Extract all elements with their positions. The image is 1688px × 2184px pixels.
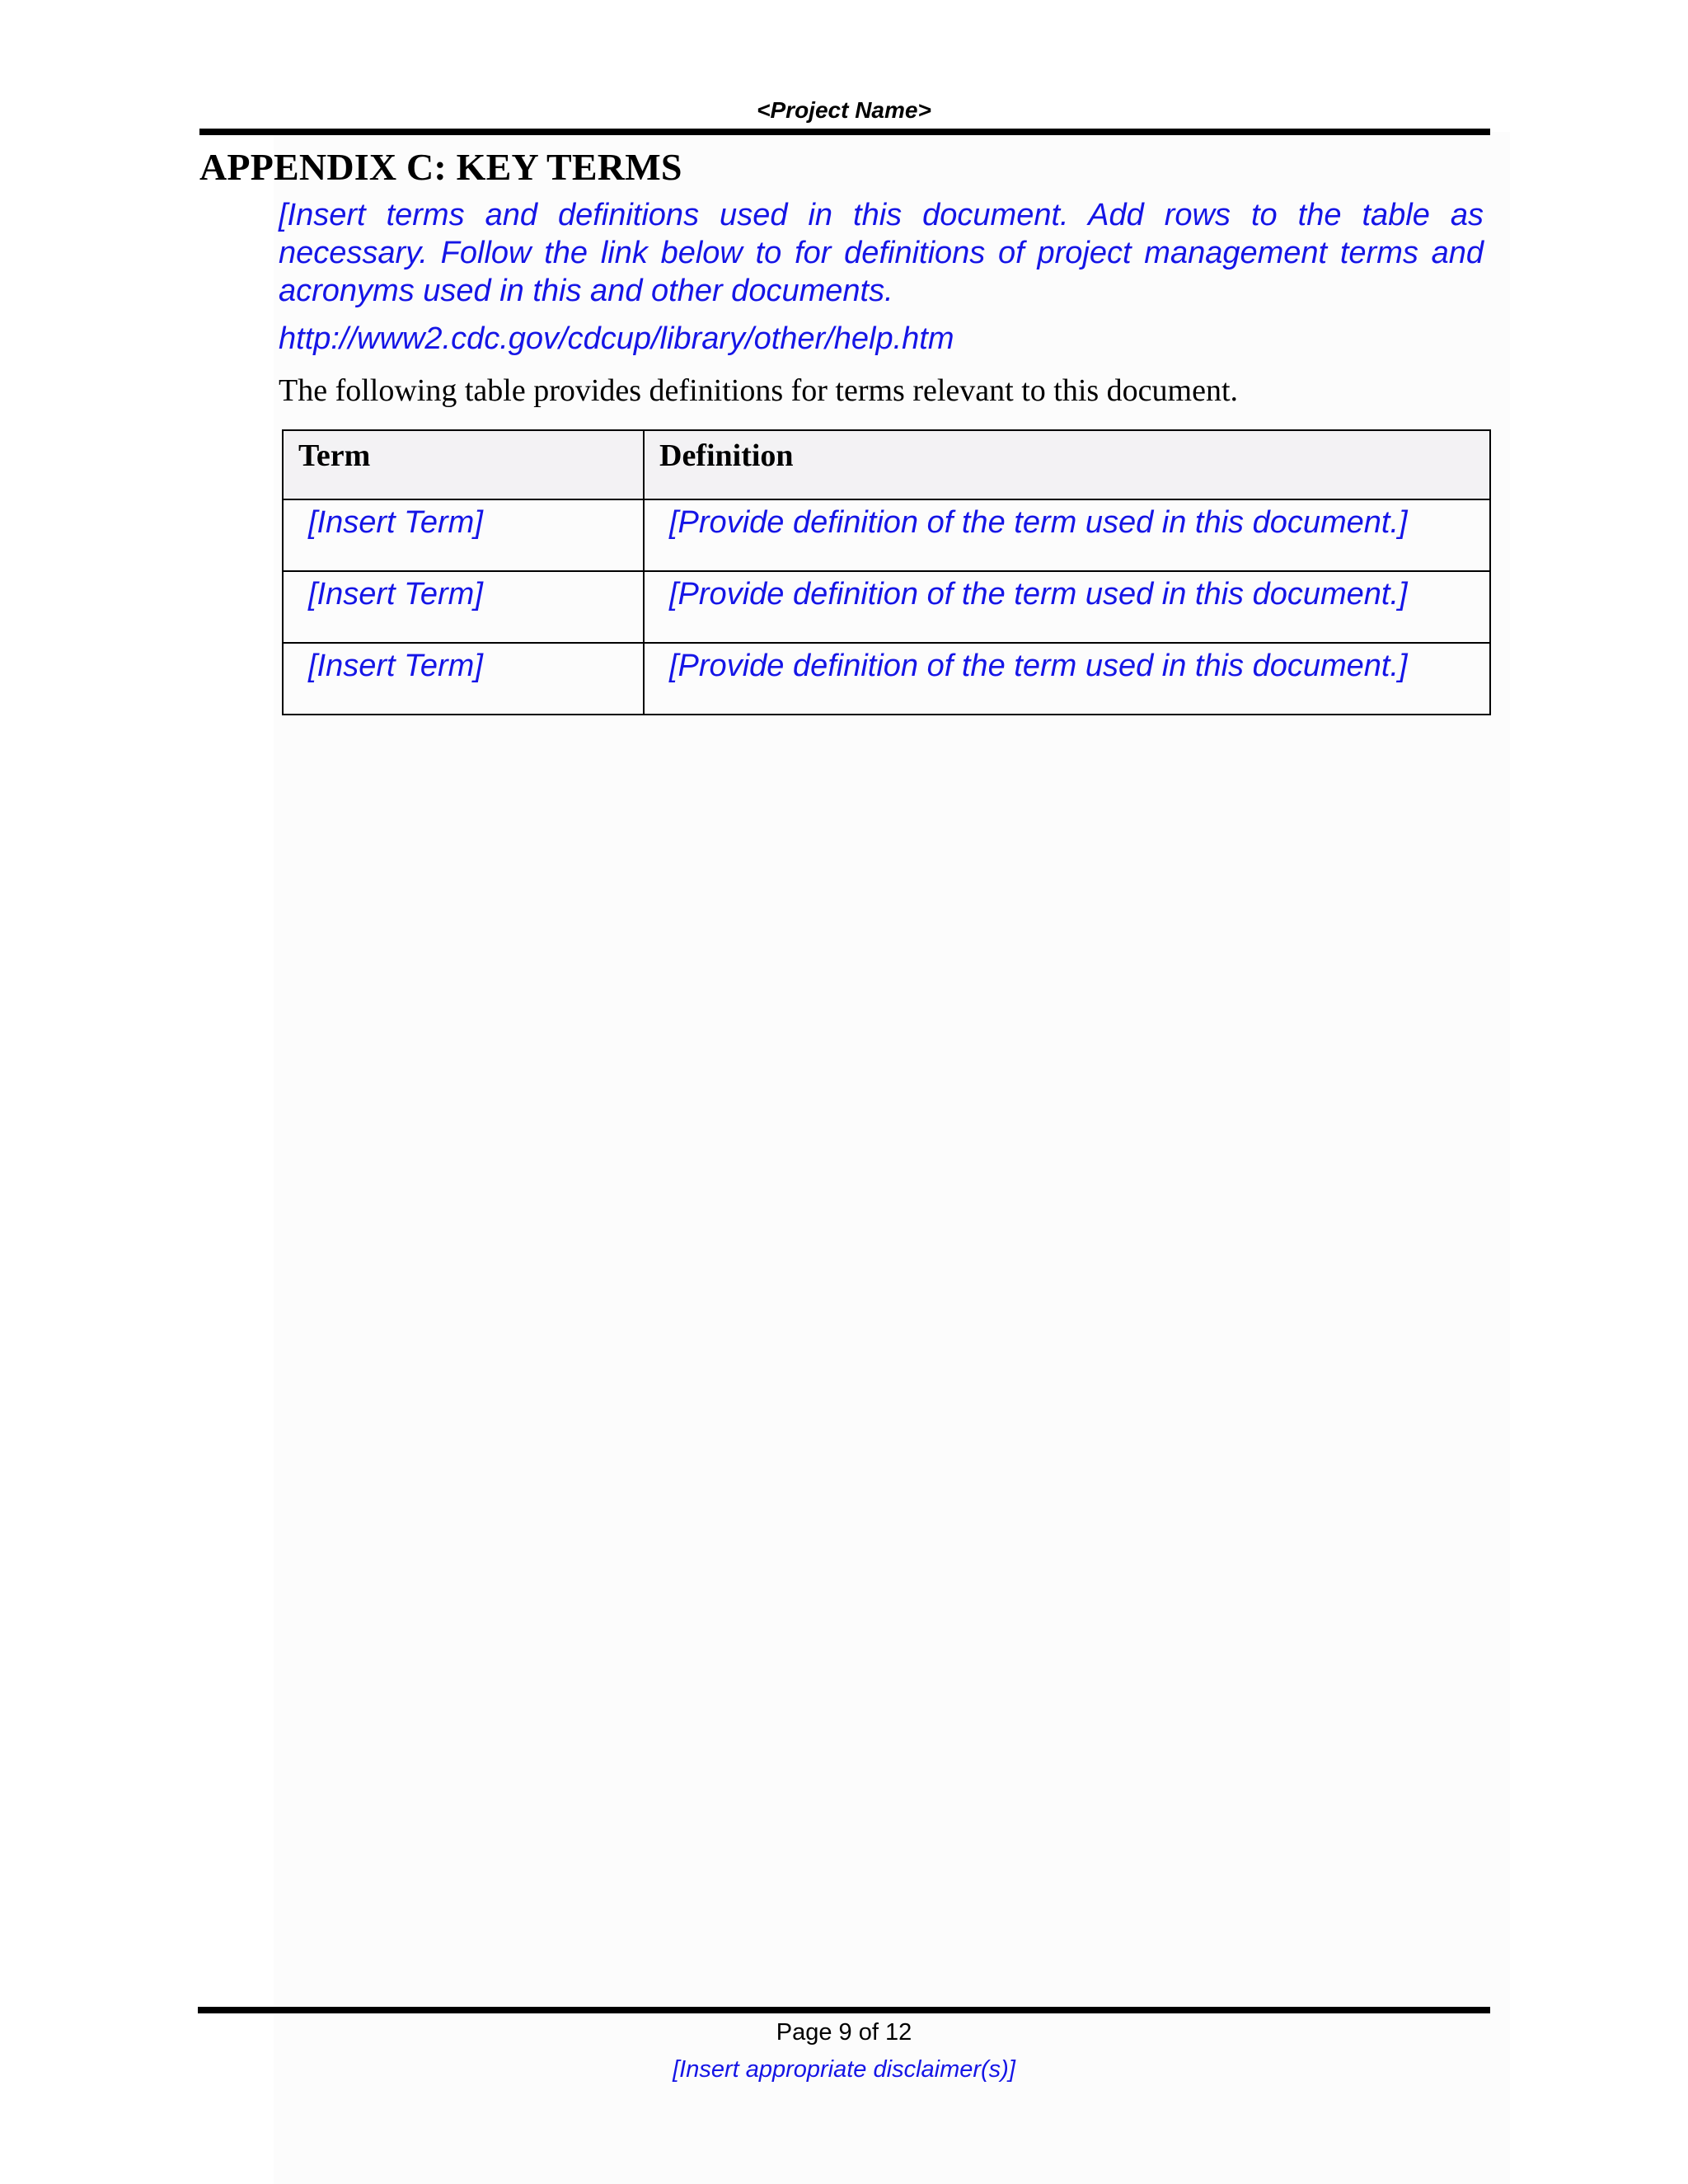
table-intro-sentence: The following table provides definitions for terms relevant to this document. xyxy=(279,373,1239,408)
term-cell[interactable]: [Insert Term] xyxy=(283,643,644,715)
column-header-term: Term xyxy=(283,430,644,499)
term-cell[interactable]: [Insert Term] xyxy=(283,499,644,571)
definition-cell[interactable]: [Provide definition of the term used in this document.] xyxy=(644,643,1490,715)
table-row xyxy=(283,643,1490,715)
table-row xyxy=(283,499,1490,571)
definition-cell[interactable]: [Provide definition of the term used in this document.] xyxy=(644,571,1490,643)
table-row xyxy=(283,571,1490,643)
help-link[interactable]: http://www2.cdc.gov/cdcup/library/other/help.htm xyxy=(279,321,954,356)
footer-disclaimer: [Insert appropriate disclaimer(s)] xyxy=(673,2056,1015,2083)
section-heading: APPENDIX C: KEY TERMS xyxy=(199,146,682,188)
header-rule xyxy=(199,129,1490,135)
instruction-paragraph: [Insert terms and definitions used in this document. Add rows to the table as necessary. Follow the link below to for definitions of project management terms and acronyms used in this and other documents. xyxy=(279,198,1484,308)
definition-cell[interactable]: [Provide definition of the term used in this document.] xyxy=(644,499,1490,571)
footer-rule xyxy=(198,2007,1490,2013)
term-cell[interactable]: [Insert Term] xyxy=(283,571,644,643)
table-header-row xyxy=(283,430,1490,499)
page-number: Page 9 of 12 xyxy=(776,2019,912,2046)
column-header-definition: Definition xyxy=(644,430,1490,499)
running-header-project-name: <Project Name> xyxy=(757,97,931,123)
key-terms-table xyxy=(282,429,1491,715)
